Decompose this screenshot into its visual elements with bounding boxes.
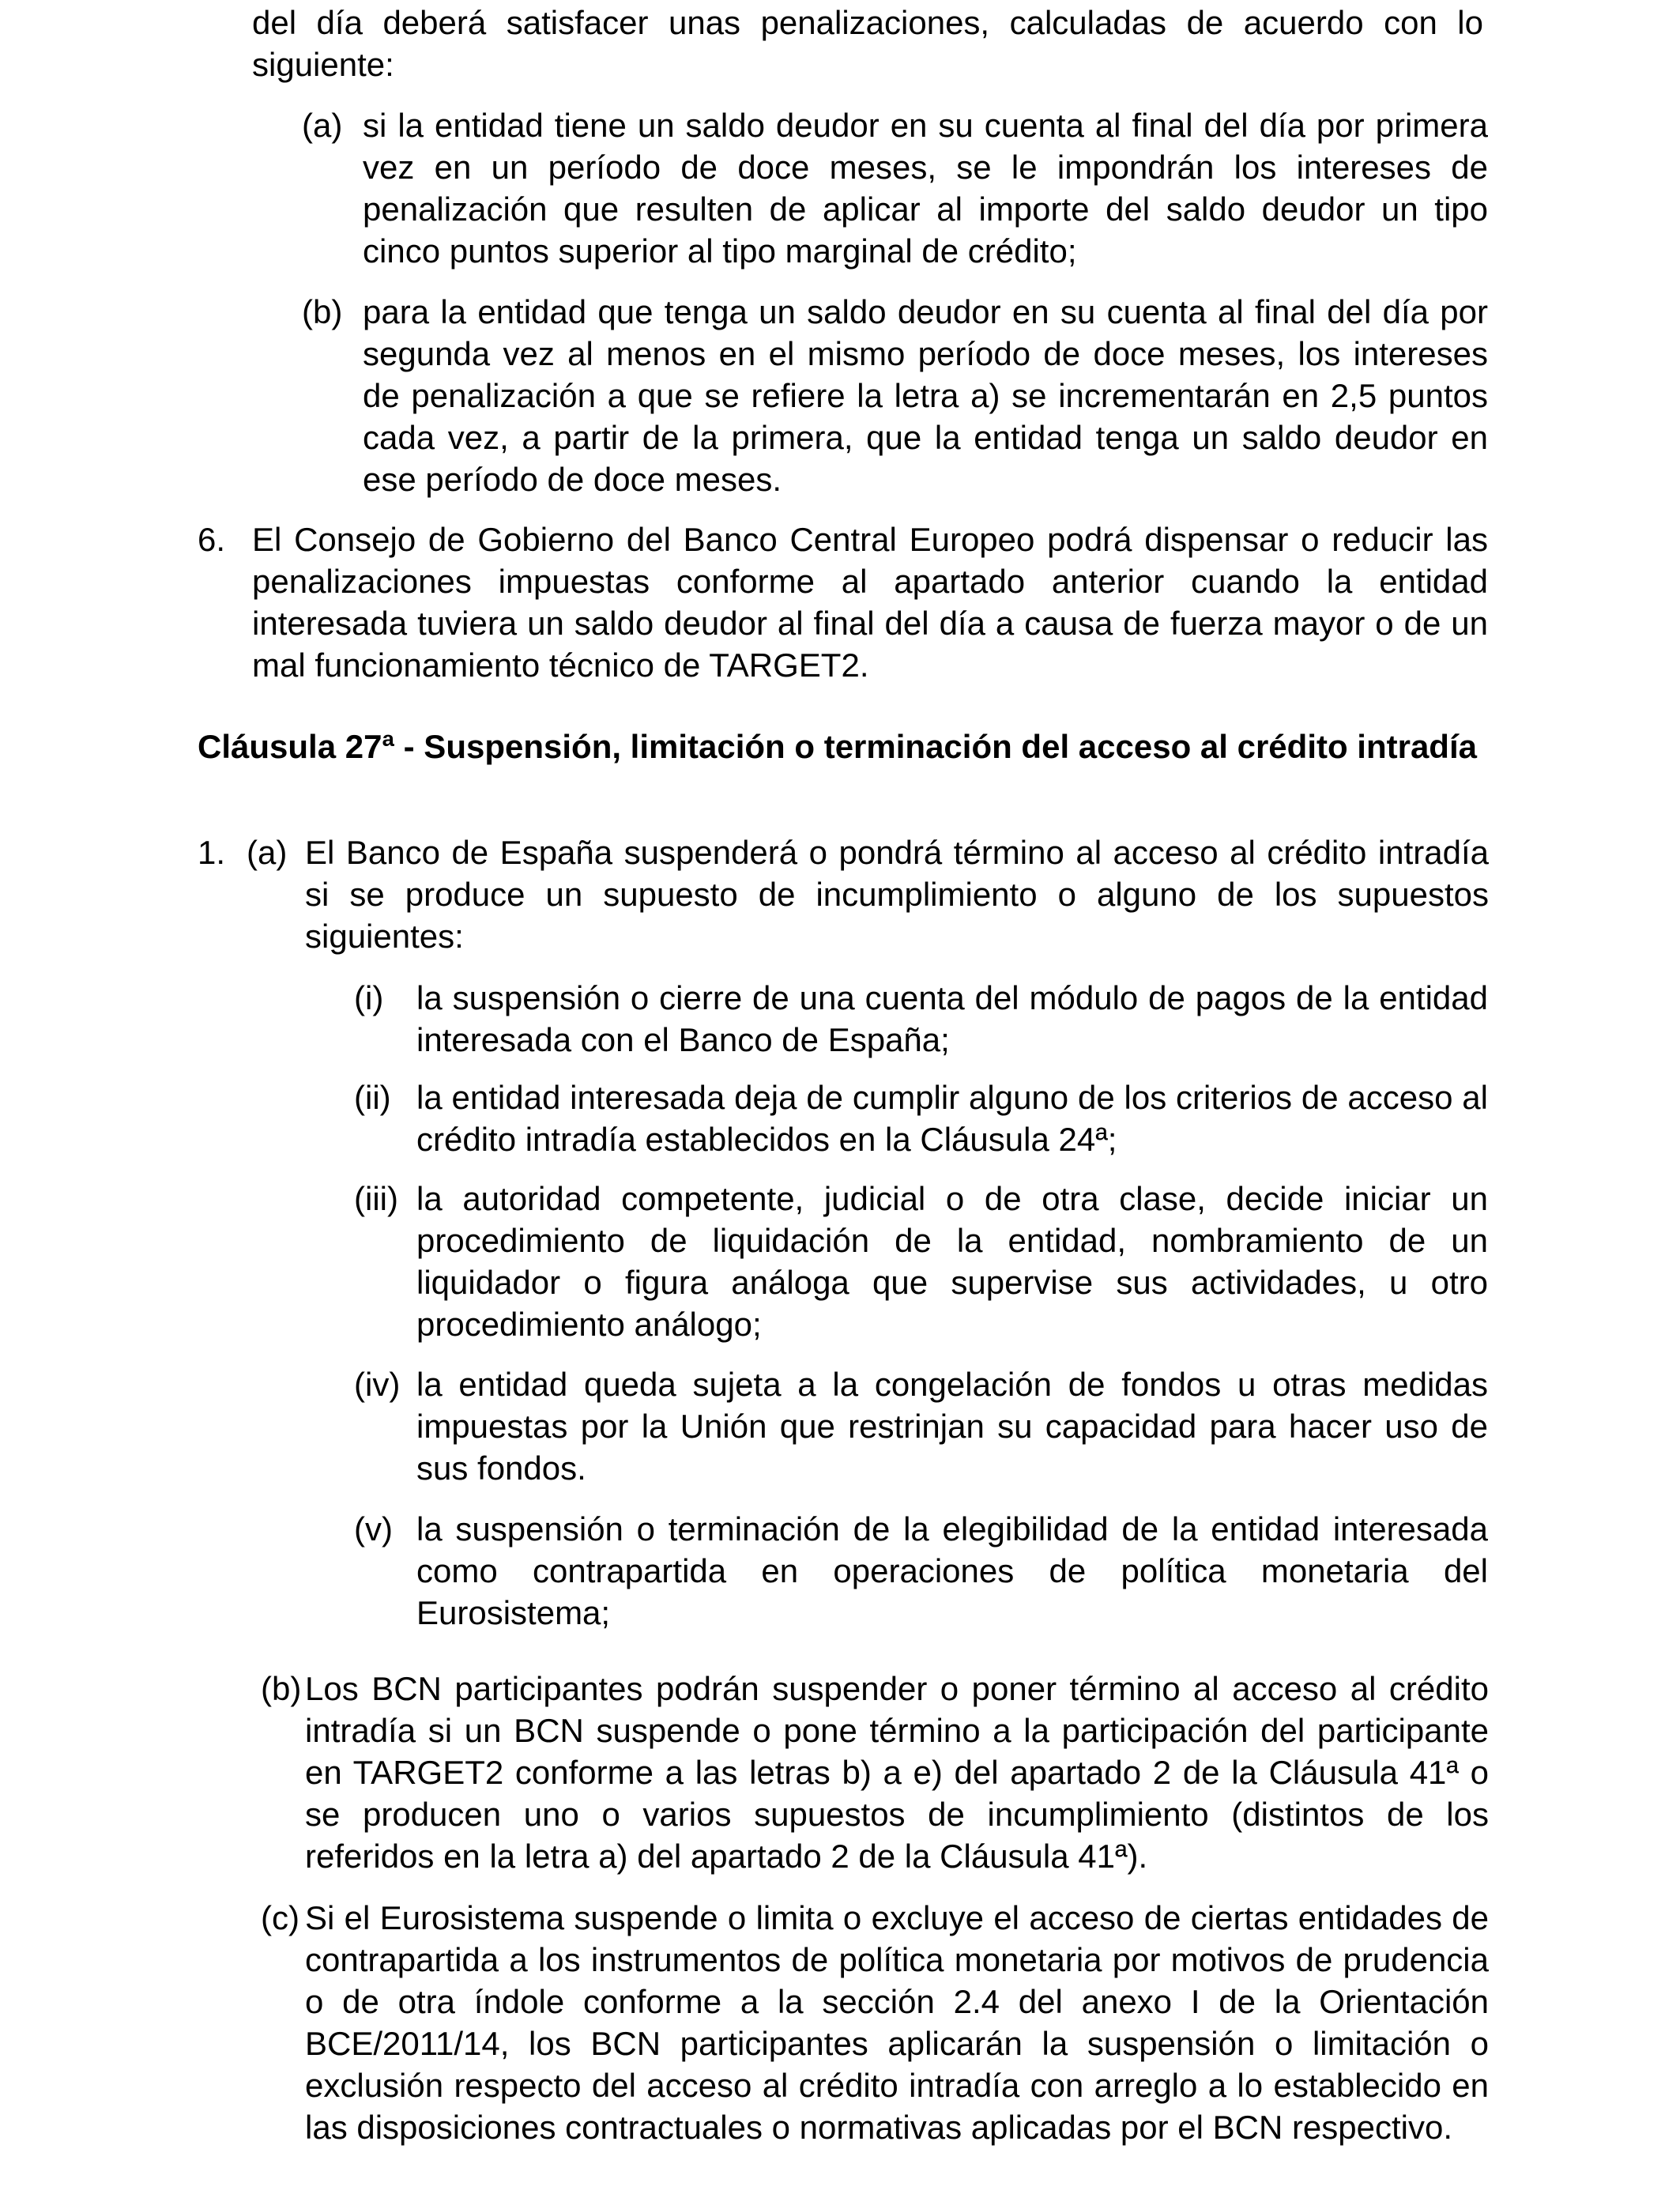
subitem-ii-label: (ii) <box>354 1079 391 1116</box>
section-6-text: El Consejo de Gobierno del Banco Central Europeo podrá dispensar o reducir las penalizaciones impuestas conforme al apartado anterior cuando la entidad interesada tuviera un saldo deudor al final del día a causa de fuerza mayor o de un mal funcionamiento técnico de TARGET2. <box>252 521 1488 684</box>
intro-paragraph: del día deberá satisfacer unas penalizaciones, calculadas de acuerdo con lo siguiente: <box>252 4 1483 83</box>
section-6-number: 6. <box>198 521 226 558</box>
penalty-item-a-text: si la entidad tiene un saldo deudor en su cuenta al final del día por primera vez en un período de doce meses, se le impondrán los intereses de penalización que resulten de aplicar al importe del saldo deudor un tipo cinco puntos superior al tipo marginal de crédito; <box>363 107 1488 270</box>
subitem-iii-label: (iii) <box>354 1180 398 1217</box>
paragraph-1c-text: Si el Eurosistema suspende o limita o excluye el acceso de ciertas entidades de contrapartida a los instrumentos de política monetaria por motivos de prudencia o de otra índole conforme a la sección 2.4 del anexo I de la Orientación BCE/2011/14, los BCN participantes aplicarán la suspensión o limitación o exclusión respecto del acceso al crédito intradía con arreglo a lo establecido en las disposiciones contractuales o normativas aplicadas por el BCN respectivo. <box>305 1899 1489 2146</box>
subitem-i-text: la suspensión o cierre de una cuenta del módulo de pagos de la entidad interesada con el Banco de España; <box>416 979 1488 1058</box>
paragraph-1-number: 1. <box>198 834 226 871</box>
subitem-iv-text: la entidad queda sujeta a la congelación de fondos u otras medidas impuestas por la Unión que restrinjan su capacidad para hacer uso de sus fondos. <box>416 1366 1488 1487</box>
paragraph-1b-label: (b) <box>261 1670 302 1707</box>
subitem-iv-label: (iv) <box>354 1366 401 1403</box>
paragraph-1b-text: Los BCN participantes podrán suspender o poner término al acceso al crédito intradía si un BCN suspende o pone término a la participación del participante en TARGET2 conforme a las letras b) a e) del apartado 2 de la Cláusula 41ª o se producen uno o varios supuestos de incumplimiento (distintos de los referidos en la letra a) del apartado 2 de la Cláusula 41ª). <box>305 1670 1489 1875</box>
clause-27-heading: Cláusula 27ª - Suspensión, limitación o terminación del acceso al crédito intradía <box>198 728 1477 765</box>
paragraph-1a-label: (a) <box>247 834 288 871</box>
subitem-i-label: (i) <box>354 979 384 1016</box>
paragraph-1a-text: El Banco de España suspenderá o pondrá término al acceso al crédito intradía si se produce un supuesto de incumplimiento o alguno de los supuestos siguientes: <box>305 834 1489 955</box>
subitem-v-text: la suspensión o terminación de la elegibilidad de la entidad interesada como contrapartida en operaciones de política monetaria del Eurosistema; <box>416 1510 1488 1631</box>
penalty-item-b-text: para la entidad que tenga un saldo deudor en su cuenta al final del día por segunda vez al menos en el mismo período de doce meses, los intereses de penalización a que se refiere la letra a) se incrementarán en 2,5 puntos cada vez, a partir de la primera, que la entidad tenga un saldo deudor en ese período de doce meses. <box>363 293 1488 498</box>
subitem-v-label: (v) <box>354 1510 393 1547</box>
paragraph-1c-label: (c) <box>261 1899 299 1936</box>
subitem-ii-text: la entidad interesada deja de cumplir alguno de los criterios de acceso al crédito intradía establecidos en la Cláusula 24ª; <box>416 1079 1488 1158</box>
subitem-iii-text: la autoridad competente, judicial o de otra clase, decide iniciar un procedimiento de liquidación de la entidad, nombramiento de un liquidador o figura análoga que supervise sus actividades, u otro procedimiento análogo; <box>416 1180 1488 1343</box>
penalty-item-b-label: (b) <box>302 293 343 330</box>
penalty-item-a-label: (a) <box>302 107 343 144</box>
